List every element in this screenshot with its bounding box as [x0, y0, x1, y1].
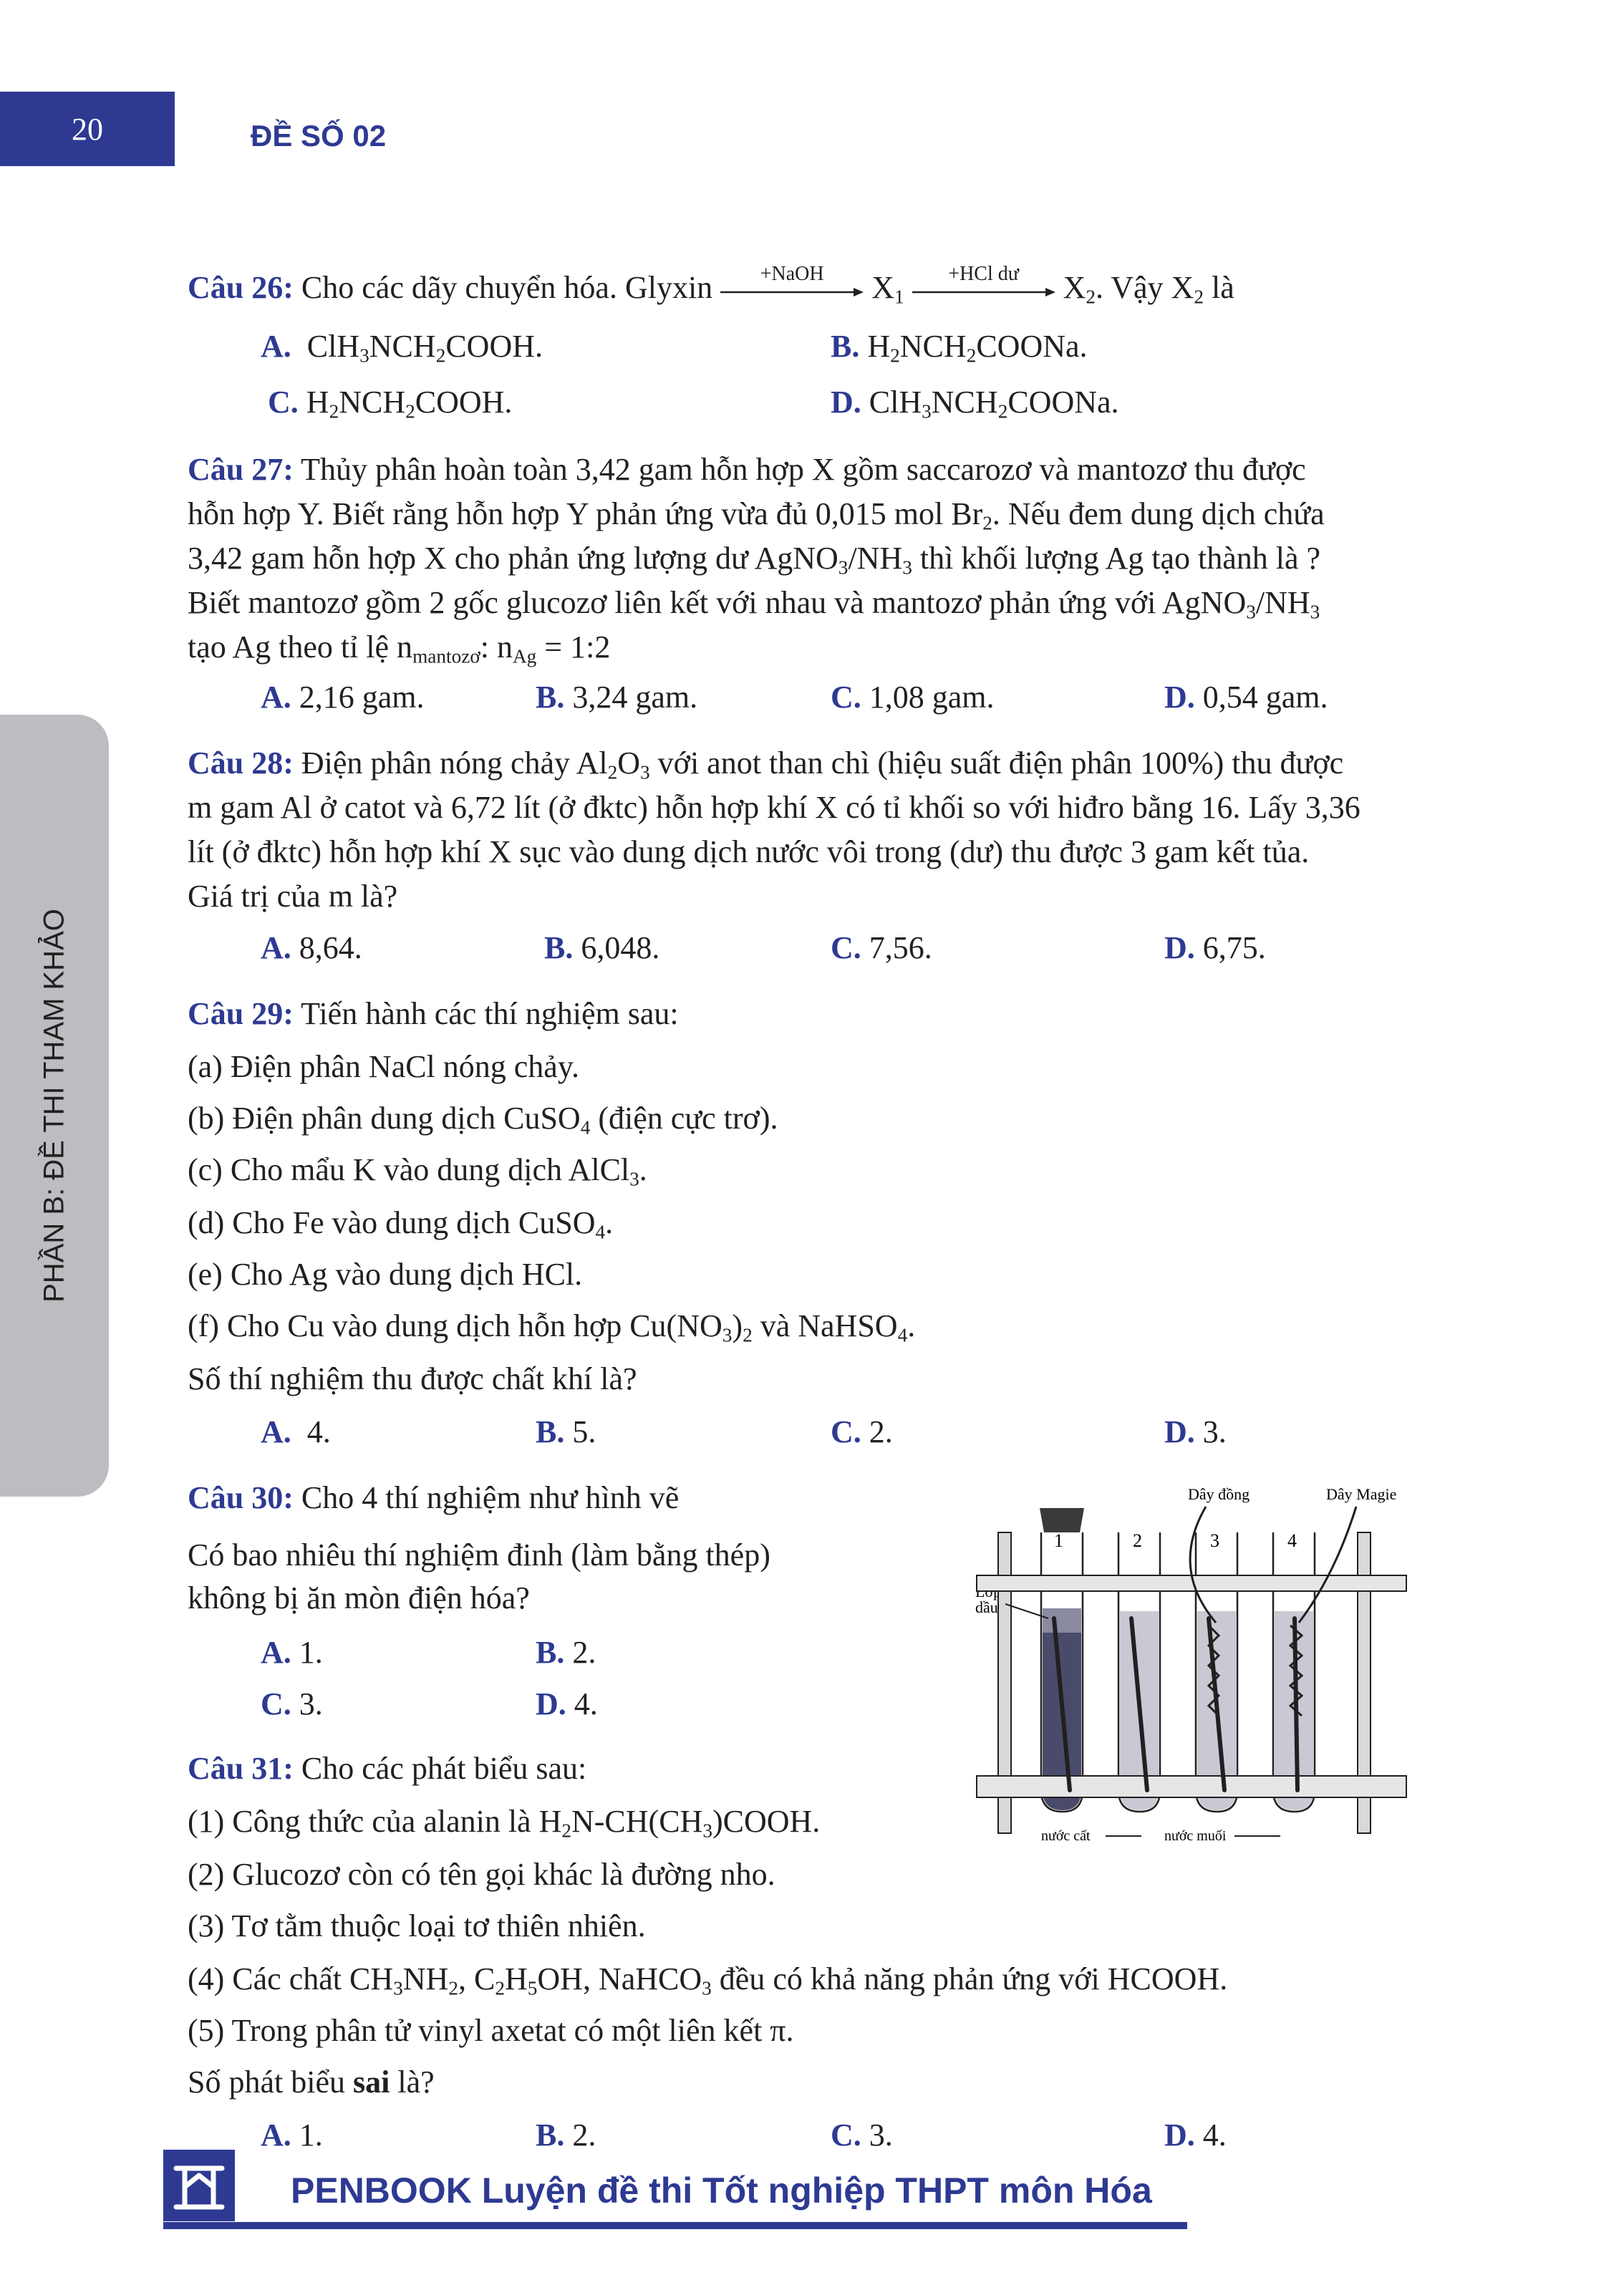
- q29-item-c: (c) Cho mẩu K vào dung dịch AlCl$_3$.: [188, 1152, 647, 1190]
- q28-option-d[interactable]: D. 6,75.: [1164, 930, 1266, 965]
- side-tab-label: PHẦN B: ĐỀ THI THAM KHẢO: [38, 909, 70, 1303]
- footer-title: PENBOOK Luyện đề thi Tốt nghiệp THPT môn Hóa: [291, 2170, 1152, 2211]
- q29-option-b[interactable]: B. 5.: [536, 1414, 596, 1449]
- magnesium-wire-pointer: [1299, 1507, 1356, 1623]
- q27-option-a[interactable]: A. 2,16 gam.: [261, 680, 425, 715]
- nail-4: [1295, 1618, 1297, 1790]
- rack-crossbar-bottom: [977, 1776, 1406, 1797]
- q29-item-b: (b) Điện phân dung dịch CuSO$_4$ (điện cực trơ).: [188, 1101, 778, 1139]
- figure-label-salt-water: nước muối: [1164, 1828, 1227, 1844]
- q26-option-d[interactable]: D. $ClH_3NCH_2COONa$.: [831, 385, 1119, 422]
- q30-option-b[interactable]: B. 2.: [536, 1635, 596, 1670]
- q26-text: Cho các dãy chuyển hóa. Glyxin: [301, 270, 713, 305]
- q28-option-b[interactable]: B. 6,048.: [544, 930, 660, 965]
- q27-option-b[interactable]: B. 3,24 gam.: [536, 680, 698, 715]
- figure-label-copper-wire: Dây đồng: [1188, 1485, 1250, 1503]
- q31-statement-4: (4) Các chất $CH_3NH_2$, $C_2H_5OH$, NaHCO$_3$ đều có khả năng phản ứng với HCOOH.: [188, 1961, 1228, 1999]
- q28-option-a[interactable]: A. 8,64.: [261, 930, 362, 965]
- q29-option-c[interactable]: C. 2.: [831, 1414, 893, 1449]
- q31-statement-5: (5) Trong phân tử vinyl axetat có một liên kết π.: [188, 2013, 794, 2048]
- q26-option-c[interactable]: C. $H_2NCH_2COOH$.: [268, 385, 513, 422]
- q29-question: Số thí nghiệm thu được chất khí là?: [188, 1361, 637, 1396]
- q26-option-a[interactable]: A. $ClH_3NCH_2COOH$.: [261, 329, 543, 367]
- q30-option-d[interactable]: D. 4.: [536, 1686, 598, 1721]
- q31-question: Số phát biểu sai là?: [188, 2064, 435, 2100]
- q31-intro: Câu 31: Cho các phát biểu sau:: [188, 1751, 587, 1786]
- q31-statement-2: (2) Glucozơ còn có tên gọi khác là đường nho.: [188, 1857, 775, 1892]
- penbook-logo-icon: [163, 2150, 235, 2221]
- copper-wire-pointer: [1190, 1507, 1216, 1623]
- q29-option-a[interactable]: A. 4.: [261, 1414, 331, 1449]
- q30-line-1: Có bao nhiêu thí nghiệm đinh (làm bằng thép): [188, 1537, 770, 1573]
- q28-line-3: lít (ở đktc) hỗn hợp khí X sục vào dung dịch nước vôi trong (dư) thu được 3 gam kết tủa.: [188, 834, 1310, 869]
- q29-item-d: (d) Cho Fe vào dung dịch CuSO$_4$.: [188, 1205, 614, 1243]
- q26-arrow-2-label: +HCl dư: [948, 262, 1019, 285]
- q27-line-4: Biết mantozơ gồm 2 gốc glucozơ liên kết với nhau và mantozơ phản ứng với $AgNO_3/NH_3$: [188, 585, 1320, 623]
- q31-option-b[interactable]: B. 2.: [536, 2117, 596, 2153]
- q27-line-3: 3,42 gam hỗn hợp X cho phản ứng lượng dư $AgNO_3/NH_3$ thì khối lượng Ag tạo thành là ?: [188, 541, 1321, 579]
- q31-option-c[interactable]: C. 3.: [831, 2117, 893, 2153]
- figure-label-dau: dầu: [975, 1598, 998, 1616]
- q29-item-a: (a) Điện phân NaCl nóng chảy.: [188, 1049, 579, 1084]
- figure-label-distilled-water: nước cất: [1041, 1828, 1091, 1844]
- q26-arrow-1: [720, 262, 864, 301]
- tube-1-oil-layer: [1043, 1608, 1081, 1633]
- page-number: 20: [0, 92, 175, 166]
- tube-4-number: 4: [1287, 1530, 1297, 1551]
- q29-option-d[interactable]: D. 3.: [1164, 1414, 1227, 1449]
- q26-arrow-1-label: +NaOH: [760, 262, 824, 285]
- q27-option-c[interactable]: C. 1,08 gam.: [831, 680, 995, 715]
- q27-line-2: hỗn hợp Y. Biết rằng hỗn hợp Y phản ứng vừa đủ 0,015 mol $Br_2$. Nếu đem dung dịch chứa: [188, 496, 1325, 534]
- q28-line-2: m gam Al ở catot và 6,72 lít (ở đktc) hỗn hợp khí X có tỉ khối so với hiđro bằng 16. Lấy 3,36: [188, 790, 1360, 825]
- q26-label: Câu 26:: [188, 270, 294, 305]
- q30-line-2: không bị ăn mòn điện hóa?: [188, 1580, 530, 1615]
- q27-line-5: tạo Ag theo tỉ lệ $n_{mantozơ}$: $n_{Ag}$ = 1:2: [188, 629, 611, 667]
- q29-item-e: (e) Cho Ag vào dung dịch HCl.: [188, 1257, 583, 1292]
- figure-label-magnesium-wire: Dây Magie: [1326, 1485, 1397, 1503]
- q26-arrow-2: [912, 262, 1055, 301]
- q27-line-1: Câu 27: Thủy phân hoàn toàn 3,42 gam hỗn hợp X gồm saccarozơ và mantozơ thu được: [188, 452, 1306, 487]
- q31-option-d[interactable]: D. 4.: [1164, 2117, 1227, 2153]
- tube-1-number: 1: [1054, 1530, 1063, 1551]
- arrow-right-icon: [912, 287, 1055, 297]
- tube-1-stopper: [1040, 1508, 1084, 1532]
- q28-line-4: Giá trị của m là?: [188, 879, 398, 914]
- q26-option-b[interactable]: B. $H_2NCH_2COONa$.: [831, 329, 1088, 367]
- q31-option-a[interactable]: A. 1.: [261, 2117, 323, 2153]
- q30-intro: Câu 30: Cho 4 thí nghiệm như hình vẽ: [188, 1480, 680, 1515]
- q28-option-c[interactable]: C. 7,56.: [831, 930, 932, 965]
- q31-statement-1: (1) Công thức của alanin là $H_2N-CH(CH_3)COOH$.: [188, 1804, 821, 1842]
- q28-line-1: Câu 28: Điện phân nóng chảy $Al_2O_3$ với anot than chì (hiệu suất điện phân 100%) thu được: [188, 745, 1344, 783]
- q31-statement-3: (3) Tơ tằm thuộc loại tơ thiên nhiên.: [188, 1908, 646, 1943]
- footer-rule: [163, 2222, 1187, 2229]
- q29-intro: Câu 29: Tiến hành các thí nghiệm sau:: [188, 996, 679, 1031]
- tube-3-number: 3: [1210, 1530, 1219, 1551]
- q26-stem: Câu 26: Cho các dãy chuyển hóa. Glyxin +NaOH $X_1$ +HCl dư $X_2$. Vậy $X_2$ là: [188, 262, 1234, 308]
- q27-option-d[interactable]: D. 0,54 gam.: [1164, 680, 1328, 715]
- q29-item-f: (f) Cho Cu vào dung dịch hỗn hợp $Cu(NO_3)_2$ và NaHSO$_4$.: [188, 1308, 916, 1346]
- exam-title: ĐỀ SỐ 02: [251, 119, 387, 153]
- q30-option-a[interactable]: A. 1.: [261, 1635, 323, 1670]
- test-tube-figure: [934, 1482, 1421, 1855]
- tube-2-number: 2: [1133, 1530, 1142, 1551]
- arrow-right-icon: [720, 287, 864, 297]
- q30-option-c[interactable]: C. 3.: [261, 1686, 323, 1721]
